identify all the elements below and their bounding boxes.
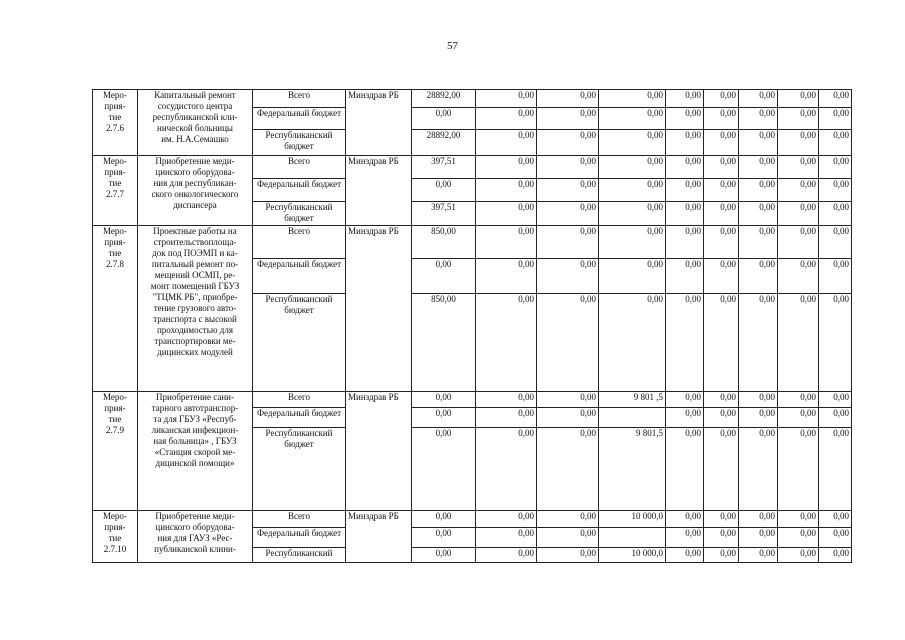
amount-cell: 0,00 <box>819 179 852 202</box>
amount-cell: 0,00 <box>476 156 537 179</box>
amount-cell: 28892,00 <box>412 130 476 156</box>
amount-cell: 0,00 <box>819 548 852 563</box>
amount-cell: 0,00 <box>476 294 537 392</box>
funding-source-cell: Федеральный бюджет <box>253 108 346 130</box>
amount-cell: 0,00 <box>412 179 476 202</box>
event-number-line: тие <box>108 533 122 543</box>
event-title-line: нической больницы <box>157 123 233 133</box>
funding-source-cell: Республиканский бюджет <box>253 294 346 392</box>
amount-cell: 0,00 <box>666 259 704 294</box>
amount-cell: 0,00 <box>599 259 666 294</box>
funding-source-cell: Республиканский бюджет <box>253 202 346 226</box>
amount-cell: 9 801 ,5 <box>599 392 666 408</box>
amount-cell: 0,00 <box>819 528 852 548</box>
amount-cell: 0,00 <box>666 294 704 392</box>
responsible-cell: Минздрав РБ <box>346 392 412 511</box>
amount-cell: 0,00 <box>819 428 852 511</box>
event-title-line: публиканской клини- <box>154 544 236 554</box>
event-title-line: Приобретение меди- <box>155 511 235 521</box>
amount-cell: 0,00 <box>739 548 778 563</box>
event-title-line: "ТЦМК РБ", приобре- <box>152 292 238 302</box>
event-number-cell <box>93 511 138 563</box>
amount-cell <box>599 408 666 428</box>
event-title-cell <box>138 392 253 511</box>
amount-cell: 0,00 <box>704 294 739 392</box>
amount-cell: 0,00 <box>739 259 778 294</box>
event-number-line: 2.7.10 <box>103 544 127 554</box>
event-title-line: цинского оборудова- <box>155 522 235 532</box>
amount-cell: 397,51 <box>412 202 476 226</box>
amount-cell: 0,00 <box>666 226 704 259</box>
amount-cell: 0,00 <box>704 90 739 108</box>
amount-cell: 0,00 <box>666 428 704 511</box>
event-number-line: прия- <box>104 167 126 177</box>
table-body <box>93 90 852 563</box>
table-row <box>93 156 852 179</box>
amount-cell: 9 801,5 <box>599 428 666 511</box>
amount-cell: 0,00 <box>476 511 537 528</box>
amount-cell: 0,00 <box>778 548 819 563</box>
amount-cell: 0,00 <box>599 108 666 130</box>
amount-cell: 0,00 <box>704 179 739 202</box>
event-number-cell <box>93 156 138 226</box>
amount-cell: 0,00 <box>537 202 599 226</box>
amount-cell: 0,00 <box>412 511 476 528</box>
amount-cell: 0,00 <box>739 179 778 202</box>
amount-cell: 0,00 <box>537 428 599 511</box>
event-title-line: ния для ГАУЗ «Рес- <box>157 533 233 543</box>
amount-cell: 0,00 <box>537 548 599 563</box>
funding-source-cell: Всего <box>253 226 346 259</box>
amount-cell: 850,00 <box>412 226 476 259</box>
amount-cell: 0,00 <box>819 130 852 156</box>
event-number-cell <box>93 226 138 392</box>
amount-cell: 0,00 <box>739 90 778 108</box>
amount-cell: 0,00 <box>739 156 778 179</box>
event-title-line: питальный ремонт по- <box>151 259 239 269</box>
amount-cell: 0,00 <box>412 528 476 548</box>
amount-cell: 0,00 <box>704 392 739 408</box>
amount-cell: 0,00 <box>778 226 819 259</box>
amount-cell: 0,00 <box>666 179 704 202</box>
funding-source-cell: Республиканский бюджет <box>253 428 346 511</box>
amount-cell: 0,00 <box>599 156 666 179</box>
funding-source-cell: Федеральный бюджет <box>253 179 346 202</box>
amount-cell: 0,00 <box>666 511 704 528</box>
amount-cell: 0,00 <box>476 259 537 294</box>
event-title-line: Проектные работы на <box>153 226 237 236</box>
event-number-line: Меро- <box>103 226 127 236</box>
event-title-line: строительствоплоща- <box>153 237 237 247</box>
amount-cell: 0,00 <box>778 259 819 294</box>
amount-cell: 0,00 <box>666 202 704 226</box>
amount-cell: 0,00 <box>666 392 704 408</box>
event-title-cell <box>138 90 253 156</box>
amount-cell: 0,00 <box>537 90 599 108</box>
amount-cell: 0,00 <box>666 130 704 156</box>
amount-cell: 0,00 <box>739 392 778 408</box>
amount-cell: 0,00 <box>476 108 537 130</box>
amount-cell: 0,00 <box>537 130 599 156</box>
amount-cell: 0,00 <box>778 408 819 428</box>
event-title-line: Приобретение меди- <box>155 156 235 166</box>
amount-cell: 0,00 <box>537 408 599 428</box>
amount-cell: 0,00 <box>778 156 819 179</box>
amount-cell: 0,00 <box>704 226 739 259</box>
amount-cell: 0,00 <box>778 428 819 511</box>
amount-cell: 0,00 <box>819 108 852 130</box>
amount-cell: 0,00 <box>599 226 666 259</box>
amount-cell: 0,00 <box>739 294 778 392</box>
amount-cell: 0,00 <box>704 202 739 226</box>
amount-cell: 0,00 <box>666 408 704 428</box>
amount-cell: 0,00 <box>778 528 819 548</box>
amount-cell: 0,00 <box>476 90 537 108</box>
event-title-line: тарного автотранспор- <box>151 403 239 413</box>
amount-cell: 0,00 <box>819 392 852 408</box>
amount-cell: 0,00 <box>778 511 819 528</box>
amount-cell: 0,00 <box>599 179 666 202</box>
table-row <box>93 392 852 408</box>
amount-cell: 0,00 <box>666 108 704 130</box>
amount-cell: 0,00 <box>778 108 819 130</box>
amount-cell: 0,00 <box>476 408 537 428</box>
amount-cell: 0,00 <box>704 408 739 428</box>
event-number-line: прия- <box>104 403 126 413</box>
amount-cell: 0,00 <box>666 548 704 563</box>
amount-cell: 0,00 <box>476 202 537 226</box>
amount-cell: 0,00 <box>778 130 819 156</box>
funding-source-cell: Федеральный бюджет <box>253 408 346 428</box>
amount-cell: 0,00 <box>537 259 599 294</box>
event-title-line: та для ГБУЗ «Респуб- <box>153 414 237 424</box>
amount-cell: 0,00 <box>739 202 778 226</box>
funding-source-cell: Всего <box>253 90 346 108</box>
amount-cell: 10 000,0 <box>599 548 666 563</box>
amount-cell: 0,00 <box>476 392 537 408</box>
amount-cell: 0,00 <box>704 428 739 511</box>
amount-cell: 0,00 <box>819 511 852 528</box>
amount-cell: 0,00 <box>537 511 599 528</box>
amount-cell: 0,00 <box>778 202 819 226</box>
event-title-cell <box>138 511 253 563</box>
amount-cell: 0,00 <box>599 130 666 156</box>
amount-cell <box>599 528 666 548</box>
table-row <box>93 226 852 259</box>
event-title-line: транспортировки ме- <box>154 336 236 346</box>
amount-cell: 0,00 <box>778 294 819 392</box>
event-number-line: тие <box>108 248 122 258</box>
event-title-line: цинского оборудова- <box>155 167 235 177</box>
event-title-line: док под ПОЭМП и ка- <box>152 248 238 258</box>
event-title-line: проходимостью для <box>156 325 234 335</box>
amount-cell: 0,00 <box>819 226 852 259</box>
event-title-line: ликанская инфекцион- <box>151 425 239 435</box>
amount-cell: 0,00 <box>412 259 476 294</box>
responsible-cell: Минздрав РБ <box>346 511 412 563</box>
event-title-line: сосудистого центра <box>157 101 233 111</box>
event-title-line: транспорта с высокой <box>153 314 237 324</box>
amount-cell: 0,00 <box>537 156 599 179</box>
event-title-cell <box>138 226 253 392</box>
table-row <box>93 90 852 108</box>
amount-cell: 0,00 <box>778 392 819 408</box>
amount-cell: 0,00 <box>476 428 537 511</box>
amount-cell: 0,00 <box>412 428 476 511</box>
amount-cell: 0,00 <box>412 392 476 408</box>
event-number-cell <box>93 392 138 511</box>
event-number-line: 2.7.9 <box>106 425 124 435</box>
event-number-line: тие <box>108 414 122 424</box>
budget-table <box>92 89 852 563</box>
event-title-line: тение грузового авто- <box>153 303 237 313</box>
amount-cell: 0,00 <box>704 548 739 563</box>
amount-cell: 0,00 <box>537 179 599 202</box>
amount-cell: 0,00 <box>666 156 704 179</box>
funding-source-cell: Федеральный бюджет <box>253 528 346 548</box>
event-title-line: «Станция скорой ме- <box>154 447 236 457</box>
amount-cell: 0,00 <box>537 108 599 130</box>
responsible-cell: Минздрав РБ <box>346 90 412 156</box>
event-number-cell <box>93 90 138 156</box>
event-number-line: прия- <box>104 237 126 247</box>
amount-cell: 0,00 <box>599 294 666 392</box>
event-number-line: 2.7.7 <box>106 189 124 199</box>
amount-cell: 0,00 <box>819 408 852 428</box>
event-number-line: Меро- <box>103 156 127 166</box>
amount-cell: 0,00 <box>412 548 476 563</box>
amount-cell: 0,00 <box>537 294 599 392</box>
amount-cell: 0,00 <box>537 226 599 259</box>
event-number-line: прия- <box>104 101 126 111</box>
amount-cell: 0,00 <box>476 179 537 202</box>
amount-cell: 0,00 <box>704 511 739 528</box>
event-title-line: Капитальный ремонт <box>154 90 236 100</box>
amount-cell: 0,00 <box>704 259 739 294</box>
event-title-line: республиканской кли- <box>152 112 238 122</box>
event-number-line: тие <box>108 112 122 122</box>
event-title-cell <box>138 156 253 226</box>
funding-source-cell: Всего <box>253 392 346 408</box>
funding-source-cell: Всего <box>253 156 346 179</box>
event-title-line: дицинских модулей <box>157 347 233 357</box>
amount-cell: 0,00 <box>476 528 537 548</box>
amount-cell: 0,00 <box>739 511 778 528</box>
event-title-line: ского онкологического <box>151 189 239 199</box>
event-number-line: 2.7.6 <box>106 123 124 133</box>
amount-cell: 0,00 <box>739 130 778 156</box>
event-title-line: Приобретение сани- <box>156 392 234 402</box>
amount-cell: 10 000,0 <box>599 511 666 528</box>
amount-cell: 0,00 <box>739 226 778 259</box>
amount-cell: 0,00 <box>739 528 778 548</box>
event-title-line: ная больница» , ГБУЗ <box>153 436 237 446</box>
event-title-line: диспансера <box>173 200 217 210</box>
amount-cell: 0,00 <box>778 179 819 202</box>
page-number: 57 <box>447 40 458 52</box>
funding-source-cell: Республиканский <box>253 548 346 563</box>
amount-cell: 0,00 <box>666 90 704 108</box>
funding-source-cell: Федеральный бюджет <box>253 259 346 294</box>
amount-cell: 0,00 <box>819 259 852 294</box>
amount-cell: 0,00 <box>819 202 852 226</box>
amount-cell: 0,00 <box>537 392 599 408</box>
table-row <box>93 511 852 528</box>
responsible-cell: Минздрав РБ <box>346 156 412 226</box>
event-title-line: дицинской помощи» <box>155 458 235 468</box>
event-number-line: тие <box>108 178 122 188</box>
amount-cell: 0,00 <box>476 130 537 156</box>
event-title-line: монт помещений ГБУЗ <box>150 281 240 291</box>
amount-cell: 0,00 <box>819 294 852 392</box>
event-number-line: Меро- <box>103 90 127 100</box>
amount-cell: 0,00 <box>537 528 599 548</box>
amount-cell: 0,00 <box>739 108 778 130</box>
amount-cell: 397,51 <box>412 156 476 179</box>
amount-cell: 0,00 <box>476 226 537 259</box>
amount-cell: 0,00 <box>739 428 778 511</box>
amount-cell: 0,00 <box>412 408 476 428</box>
funding-source-cell: Республиканский бюджет <box>253 130 346 156</box>
amount-cell: 28892,00 <box>412 90 476 108</box>
amount-cell: 0,00 <box>739 408 778 428</box>
funding-source-cell: Всего <box>253 511 346 528</box>
amount-cell: 0,00 <box>704 528 739 548</box>
event-number-line: 2.7.8 <box>106 259 124 269</box>
event-number-line: прия- <box>104 522 126 532</box>
amount-cell: 0,00 <box>819 90 852 108</box>
amount-cell: 0,00 <box>704 130 739 156</box>
amount-cell: 0,00 <box>599 202 666 226</box>
event-number-line: Меро- <box>103 511 127 521</box>
event-number-line: Меро- <box>103 392 127 402</box>
amount-cell: 0,00 <box>476 548 537 563</box>
amount-cell: 850,00 <box>412 294 476 392</box>
responsible-cell: Минздрав РБ <box>346 226 412 392</box>
amount-cell: 0,00 <box>704 108 739 130</box>
amount-cell: 0,00 <box>666 528 704 548</box>
amount-cell: 0,00 <box>704 156 739 179</box>
amount-cell: 0,00 <box>412 108 476 130</box>
amount-cell: 0,00 <box>599 90 666 108</box>
event-title-line: мещений ОСМП, ре- <box>154 270 236 280</box>
event-title-line: ния для республикан- <box>153 178 237 188</box>
amount-cell: 0,00 <box>778 90 819 108</box>
amount-cell: 0,00 <box>819 156 852 179</box>
event-title-line: им. Н.А.Семашко <box>161 134 229 144</box>
